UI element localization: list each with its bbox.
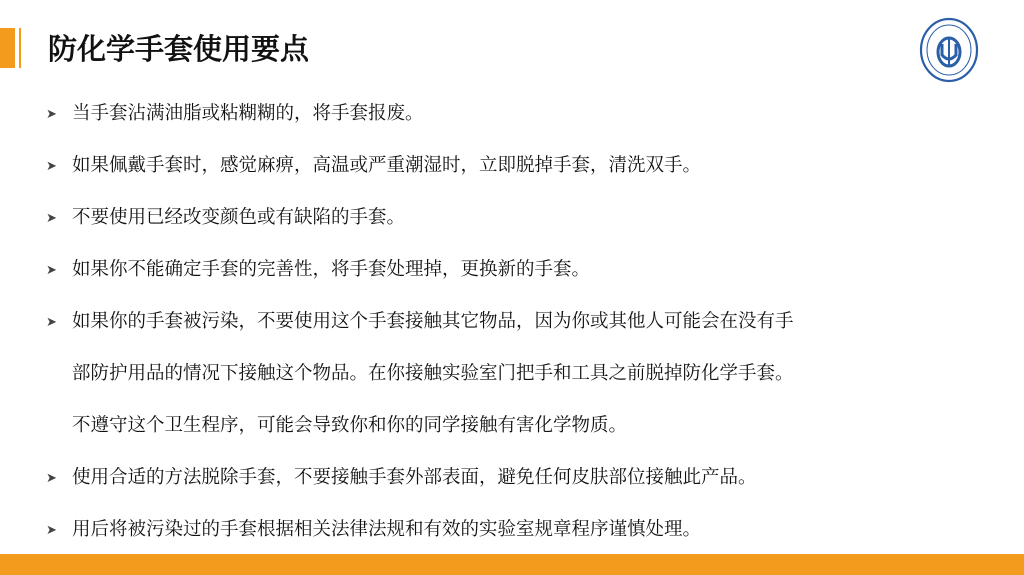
bullet-text-line: 如果佩戴手套时，感觉麻痹，高温或严重潮湿时，立即脱掉手套，清洗双手。 (72, 155, 702, 176)
bullet-arrow-icon: ➤ (46, 263, 57, 278)
bullet-text-line: 用后将被污染过的手套根据相关法律法规和有效的实验室规章程序谨慎处理。 (72, 519, 702, 540)
bullet-item (44, 452, 994, 504)
shanghai-university-logo-icon (918, 17, 980, 83)
bullet-item (44, 296, 994, 452)
bullet-item (44, 88, 994, 140)
bullet-text-line: 不遵守这个卫生程序，可能会导致你和你的同学接触有害化学物质。 (72, 415, 628, 436)
bullet-arrow-icon: ➤ (46, 523, 57, 538)
bullet-text-line: 部防护用品的情况下接触这个物品。在你接触实验室门把手和工具之前脱掉防化学手套。 (72, 363, 794, 384)
bullet-arrow-icon: ➤ (46, 107, 57, 122)
title-accent-bar (0, 28, 15, 68)
bullet-item (44, 192, 994, 244)
slide-title: 防化学手套使用要点 (48, 32, 310, 66)
title-accent-line (19, 28, 21, 68)
bullet-item (44, 244, 994, 296)
bullet-item (44, 504, 994, 556)
bullet-arrow-icon: ➤ (46, 315, 57, 330)
bullet-text-line: 使用合适的方法脱除手套，不要接触手套外部表面，避免任何皮肤部位接触此产品。 (72, 467, 757, 488)
footer-band (0, 554, 1024, 575)
bullet-item (44, 140, 994, 192)
bullet-text-line: 如果你的手套被污染，不要使用这个手套接触其它物品，因为你或其他人可能会在没有手 (72, 311, 794, 332)
bullet-arrow-icon: ➤ (46, 471, 57, 486)
bullet-arrow-icon: ➤ (46, 159, 57, 174)
bullet-text-line: 不要使用已经改变颜色或有缺陷的手套。 (72, 207, 406, 228)
bullet-text-line: 当手套沾满油脂或粘糊糊的，将手套报废。 (72, 103, 424, 124)
bullet-list (44, 88, 994, 556)
bullet-arrow-icon: ➤ (46, 211, 57, 226)
bullet-text-line: 如果你不能确定手套的完善性，将手套处理掉，更换新的手套。 (72, 259, 591, 280)
